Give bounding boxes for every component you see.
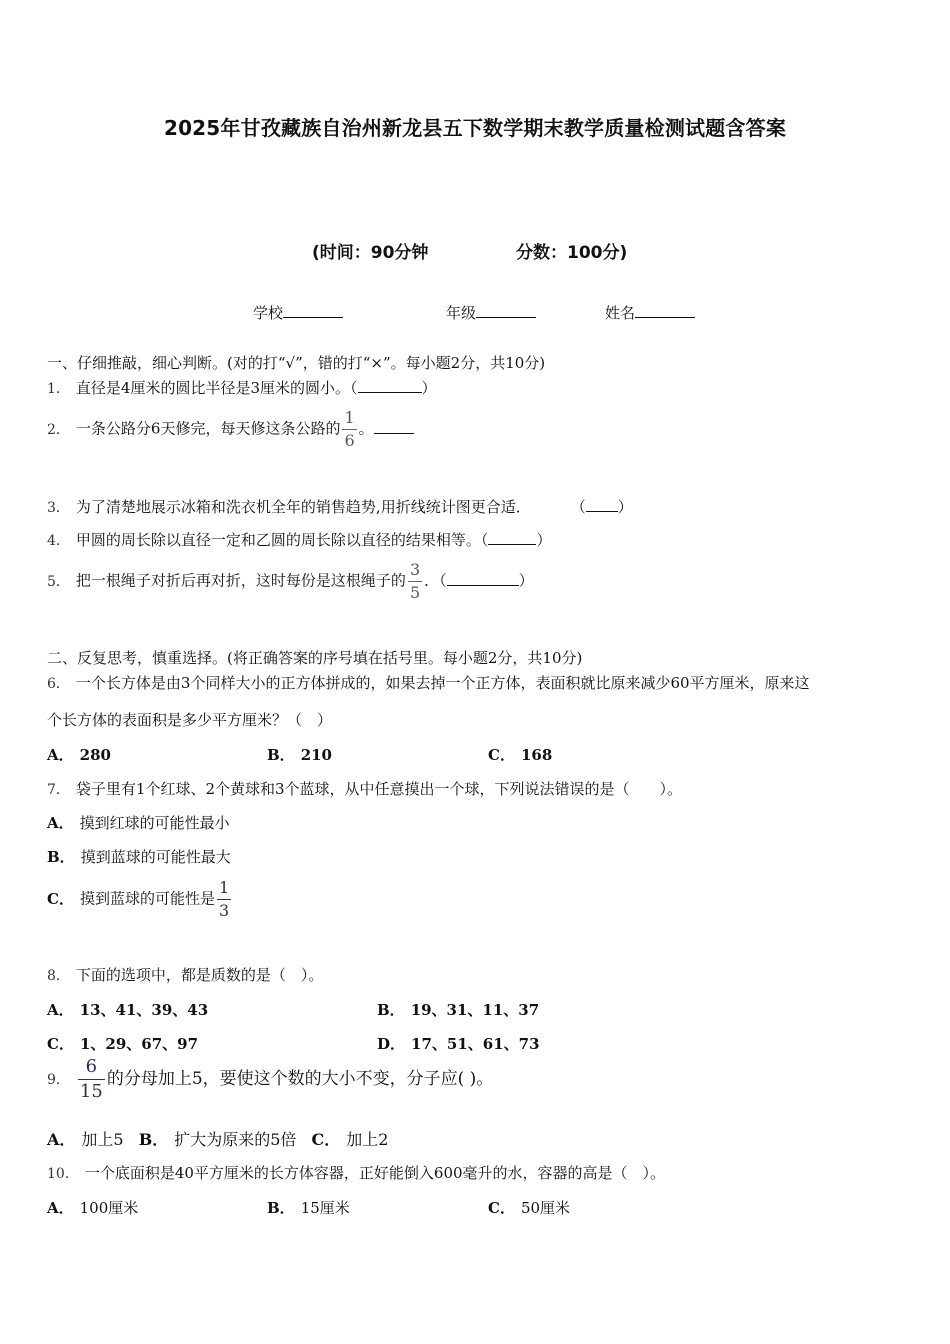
q4-blank: [488, 530, 536, 545]
q8-option-d-text: 17、51、61、73: [411, 1035, 540, 1053]
q2-blank: [374, 419, 414, 434]
q2-text: 一条公路分6天修完，每天修这条公路的: [75, 419, 341, 438]
q9-option-c-text: 加上2: [346, 1130, 389, 1149]
q9-option-b-text: 扩大为原来的5倍: [174, 1130, 297, 1149]
q10-option-c: [488, 1197, 570, 1218]
q4-number: 4．: [47, 533, 70, 549]
q7-option-b-text: 摸到蓝球的可能性最大: [80, 848, 231, 866]
q7-frac-den: 3: [218, 901, 230, 920]
q6-option-c-text: 168: [520, 746, 553, 764]
q9-option-a-label: A．: [47, 1130, 76, 1149]
q5-text: 把一根绳子对折后再对折，这时每份是这根绳子的: [75, 571, 406, 590]
q8-option-b-label: B．: [377, 1001, 405, 1019]
q9-number: 9．: [47, 1072, 70, 1088]
q8-option-b: [377, 999, 539, 1020]
question-6: [47, 672, 810, 693]
school-blank: [283, 303, 343, 318]
q10-option-c-label: C．: [488, 1199, 515, 1217]
question-6-cont: 个长方体的表面积是多少平方厘米？（ ）: [47, 711, 333, 729]
school-label: 学校: [253, 304, 284, 322]
q7-option-a-label: A．: [47, 814, 74, 832]
q10-option-a-label: A．: [47, 1199, 74, 1217]
q5-frac-den: 5: [409, 583, 421, 602]
q9-fraction: [78, 1058, 105, 1101]
q5-close: ）: [518, 571, 534, 590]
q8-option-a-label: A．: [47, 1001, 74, 1019]
q9-frac-num: 6: [85, 1056, 98, 1077]
q6-option-a: [47, 744, 111, 765]
q6-option-a-text: 280: [79, 746, 111, 764]
q4-text: 甲圆的周长除以直径一定和乙圆的周长除以直径的结果相等。（: [75, 531, 489, 549]
q6-option-b-text: 210: [300, 746, 332, 764]
q7-option-c-text: 摸到蓝球的可能性是: [79, 889, 215, 908]
q8-option-c-text: 1、29、67、97: [79, 1035, 199, 1053]
q8-option-b-text: 19、31、11、37: [410, 1001, 540, 1019]
question-9: [47, 1058, 493, 1101]
q5-number: 5．: [47, 573, 70, 590]
q3-blank: [586, 497, 618, 512]
q8-option-d: [377, 1033, 540, 1054]
q6-option-b: [267, 744, 332, 765]
q1-number: 1．: [47, 381, 70, 397]
q3-text: 为了清楚地展示冰箱和洗衣机全年的销售趋势,用折线统计图更合适．: [75, 498, 531, 516]
question-7: [47, 778, 682, 799]
question-1: [47, 377, 437, 398]
q10-option-c-text: 50厘米: [520, 1199, 571, 1217]
q10-option-b-label: B．: [267, 1199, 295, 1217]
question-2: [47, 410, 414, 449]
name-field: [605, 302, 695, 323]
grade-label: 年级: [446, 304, 477, 322]
grade-blank: [476, 303, 536, 318]
q6-option-a-label: A．: [47, 746, 74, 764]
name-label: 姓名: [605, 304, 636, 322]
q9-text: 的分母加上5，要使这个数的大小不变，分子应( )。: [106, 1069, 494, 1089]
q5-frac-num: 3: [409, 560, 421, 579]
q5-blank: [447, 571, 519, 586]
q10-option-b: [267, 1197, 350, 1218]
q8-text: 下面的选项中，都是质数的是（ ）。: [75, 966, 324, 984]
q5-tail: ．（: [424, 571, 447, 590]
q7-option-a-text: 摸到红球的可能性最小: [79, 814, 230, 832]
question-4: [47, 529, 551, 550]
q10-option-a-text: 100厘米: [79, 1199, 139, 1217]
q9-frac-den: 15: [79, 1081, 103, 1102]
q2-number: 2．: [47, 421, 70, 438]
q7-number: 7．: [47, 782, 70, 798]
q4-close: ）: [536, 531, 552, 549]
q8-option-a: [47, 999, 208, 1020]
question-10: [47, 1162, 665, 1183]
q7-option-c-label: C．: [47, 889, 74, 908]
question-8: [47, 964, 323, 985]
q3-open: （: [570, 498, 586, 516]
q8-option-a-text: 13、41、39、43: [79, 1001, 209, 1019]
q7-option-b-label: B．: [47, 848, 75, 866]
q7-text: 袋子里有1个红球、2个黄球和3个蓝球，从中任意摸出一个球，下列说法错误的是（ ）。: [75, 780, 683, 798]
q10-option-b-text: 15厘米: [300, 1199, 350, 1217]
section1-heading: 一、仔细推敲，细心判断。(对的打“√”，错的打“×”。每小题2分，共10分): [47, 354, 546, 372]
q5-fraction: [408, 562, 422, 601]
exam-score: 分数：100分): [516, 243, 628, 263]
name-blank: [635, 303, 695, 318]
q6-option-c: [488, 744, 552, 765]
q9-option-b-label: B．: [138, 1130, 169, 1149]
q9-options: [47, 1127, 388, 1150]
q6-option-c-label: C．: [488, 746, 515, 764]
q8-option-c-label: C．: [47, 1035, 74, 1053]
q7-option-c: [47, 880, 233, 919]
section2-heading: 二、反复思考，慎重选择。(将正确答案的序号填在括号里。每小题2分，共10分): [47, 649, 583, 667]
q10-number: 10．: [47, 1166, 79, 1182]
q8-option-c: [47, 1033, 198, 1054]
q2-fraction: [342, 410, 356, 449]
q2-frac-num: 1: [344, 408, 355, 427]
page-title: 2025年甘孜藏族自治州新龙县五下数学期末教学质量检测试题含答案: [163, 116, 787, 140]
q8-number: 8．: [47, 968, 70, 984]
grade-field: [446, 302, 536, 323]
q7-option-a: [47, 812, 230, 833]
school-field: [253, 302, 343, 323]
q3-close: ）: [617, 498, 633, 516]
q3-number: 3．: [47, 500, 70, 516]
q8-option-d-label: D．: [377, 1035, 406, 1053]
exam-time: (时间：90分钟: [312, 243, 429, 263]
q10-option-a: [47, 1197, 138, 1218]
q2-frac-den: 6: [344, 431, 355, 450]
q6-number: 6．: [47, 676, 70, 692]
q7-fraction: [217, 880, 231, 919]
q6-option-b-label: B．: [267, 746, 295, 764]
q9-option-c-label: C．: [311, 1130, 341, 1149]
q2-tail: 。: [358, 419, 374, 438]
q7-option-b: [47, 846, 231, 867]
q9-option-a-text: 加上5: [81, 1130, 124, 1149]
q1-blank: [358, 378, 422, 393]
q1-text: 直径是4厘米的圆比半径是3厘米的圆小。（: [75, 379, 358, 397]
q10-text: 一个底面积是40平方厘米的长方体容器，正好能倒入600毫升的水，容器的高是（ ）。: [84, 1164, 666, 1182]
q7-frac-num: 1: [218, 878, 230, 897]
question-3: [47, 496, 633, 517]
q6-text-line1: 一个长方体是由3个同样大小的正方体拼成的，如果去掉一个正方体，表面积就比原来减少60平方厘米，原来这: [75, 674, 810, 692]
q1-close: ）: [421, 379, 437, 397]
question-5: [47, 562, 534, 601]
